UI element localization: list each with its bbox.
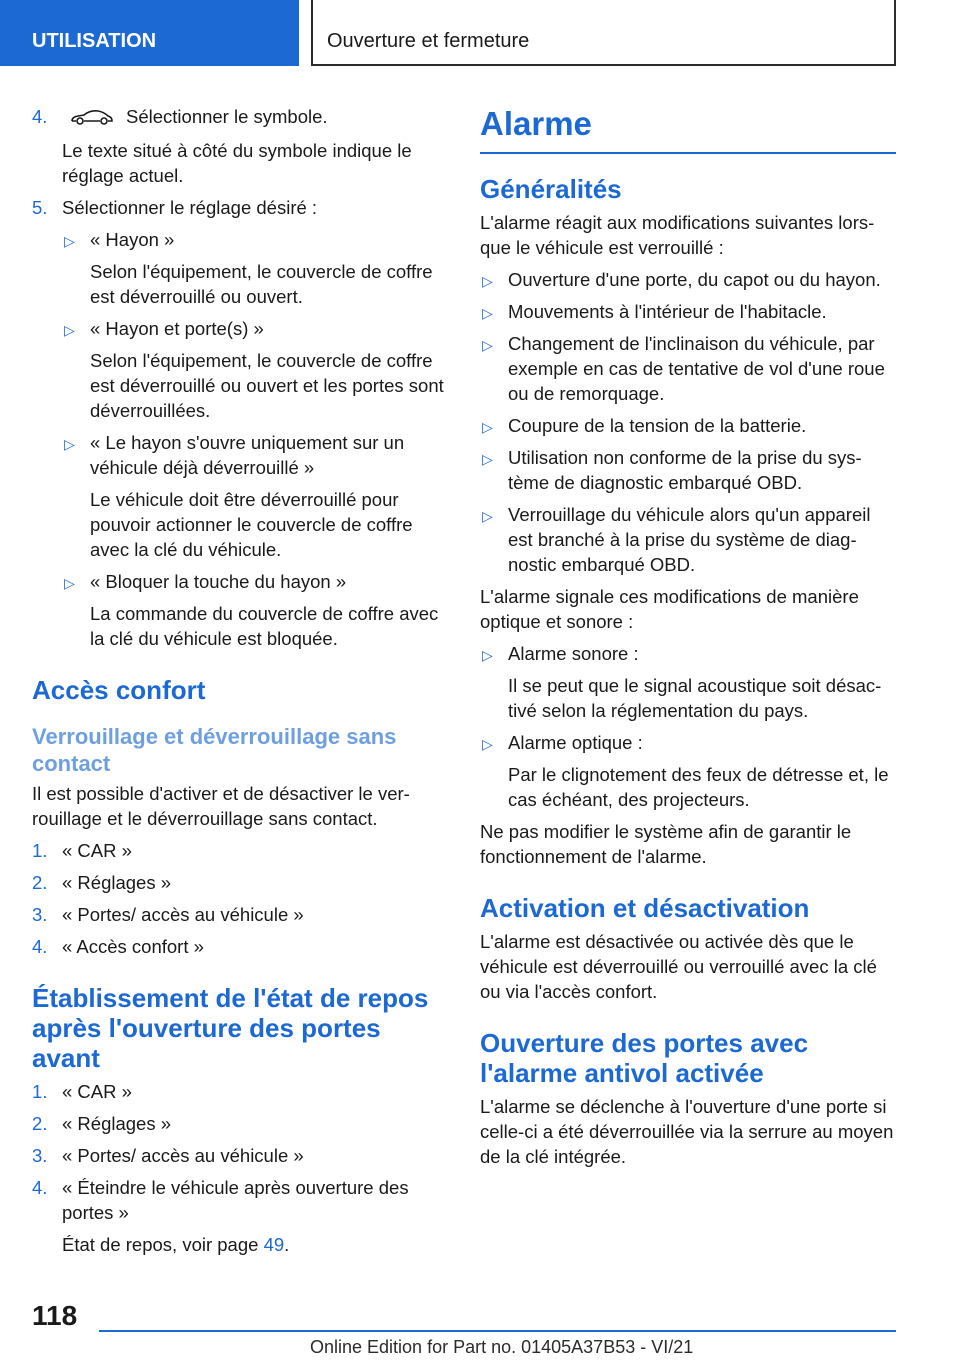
page-link[interactable]: 49 — [263, 1233, 285, 1255]
header-title: Ouverture et fermeture — [311, 0, 896, 66]
list-item: 2. « Réglages » — [32, 871, 172, 893]
triangle-bullet-icon: ▷ — [482, 647, 493, 663]
subsection-heading: Verrouillage et déverrouillage sans contact — [32, 723, 397, 776]
section-heading: Établissement de l'état de repos après l'ouverture des portes avant — [32, 982, 429, 1073]
option-desc: Selon l'équipement, le couvercle de coffre est déverrouillé ou ouvert et les portes sont déverrouillées. — [90, 349, 444, 421]
left-column — [32, 104, 448, 1264]
triangle-bullet-icon: ▷ — [482, 305, 493, 321]
triangle-bullet-icon: ▷ — [64, 435, 75, 452]
paragraph: Ne pas modifier le système afin de garantir le fonctionnement de l'alarme. — [480, 821, 852, 867]
list-item: ▷ Coupure de la tension de la batterie. — [480, 413, 896, 438]
list-item: ▷ Alarme sonore : — [480, 641, 896, 666]
paragraph: L'alarme est désactivée ou activée dès que le véhicule est déverrouillé ou verrouillé avec la clé ou via l'accès confort. — [480, 931, 877, 1002]
list-item: 3. « Portes/ accès au véhicule » — [32, 1144, 304, 1166]
list-item: ▷ Changement de l'inclinaison du véhicule, par exemple en cas de tentative de vol d'une roue ou de remorquage. — [482, 333, 885, 404]
signal-desc: Il se peut que le signal acoustique soit désac-tivé selon la réglementation du pays. — [508, 675, 882, 721]
triangle-bullet-icon: ▷ — [482, 419, 493, 435]
signal-desc: Par le clignotement des feux de détresse et, le cas échéant, des projecteurs. — [508, 764, 889, 810]
list-item: ▷ Verrouillage du véhicule alors qu'un appareil est branché à la prise du système de diag-nostic embarqué OBD. — [482, 504, 871, 575]
footer-divider — [99, 1330, 896, 1332]
triangle-bullet-icon: ▷ — [482, 508, 493, 524]
right-column — [480, 104, 896, 1176]
paragraph: L'alarme signale ces modifications de manière optique et sonore : — [480, 586, 859, 632]
step-5 — [32, 195, 448, 220]
list-item: ▷ « Le hayon s'ouvre uniquement sur un véhicule déjà déverrouillé » — [64, 431, 405, 478]
section-heading: Généralités — [480, 174, 622, 204]
option-list — [32, 227, 448, 651]
car-icon — [70, 106, 114, 131]
triangle-bullet-icon: ▷ — [482, 736, 493, 752]
triangle-bullet-icon: ▷ — [64, 321, 75, 338]
list-item: 1. « CAR » — [32, 1080, 132, 1102]
step-4-note: Le texte situé à côté du symbole indique le réglage actuel. — [62, 139, 412, 186]
list-item: 4. « Accès confort » — [32, 935, 204, 957]
header-section-tab: UTILISATION — [0, 0, 299, 66]
paragraph: L'alarme se déclenche à l'ouverture d'une porte si celle-ci a été déverrouillée via la serrure au moyen de la clé intégrée. — [480, 1096, 894, 1167]
list-item: 4. « Éteindre le véhicule après ouverture des portes » — [32, 1176, 409, 1223]
section-heading: Activation et désactivation — [480, 893, 810, 923]
list-item: ▷ « Hayon » — [62, 227, 448, 252]
chapter-heading: Alarme — [480, 104, 896, 154]
step-4 — [32, 104, 448, 131]
section-heading: Ouverture des portes avec l'alarme antivol activée — [480, 1028, 809, 1088]
list-item: ▷ Alarme optique : — [480, 730, 896, 755]
list-item: ▷ Utilisation non conforme de la prise du sys-tème de diagnostic embarqué OBD. — [482, 447, 862, 493]
step-text: Sélectionner le réglage désiré : — [62, 196, 318, 218]
list-item: 3. « Portes/ accès au véhicule » — [32, 903, 304, 925]
list-item: ▷ Mouvements à l'intérieur de l'habitacle. — [480, 299, 896, 324]
paragraph: Il est possible d'activer et de désactiver le ver-rouillage et le déverrouillage sans contact. — [32, 782, 410, 829]
triangle-bullet-icon: ▷ — [64, 574, 75, 591]
edition-text: Online Edition for Part no. 01405A37B53 - VI/21 — [310, 1337, 694, 1357]
list-item: 1. « CAR » — [32, 839, 132, 861]
triangle-bullet-icon: ▷ — [482, 337, 493, 353]
page-number: 118 — [32, 1300, 78, 1331]
page-reference: État de repos, voir page 49. — [62, 1233, 290, 1255]
triangle-bullet-icon: ▷ — [482, 451, 493, 467]
list-item: ▷ Ouverture d'une porte, du capot ou du hayon. — [480, 267, 896, 292]
triangle-bullet-icon: ▷ — [64, 232, 75, 249]
option-desc: Selon l'équipement, le couvercle de coffre est déverrouillé ou ouvert. — [90, 260, 433, 307]
step-text: Sélectionner le symbole. — [126, 106, 328, 127]
list-item: ▷ « Hayon et porte(s) » — [62, 316, 448, 341]
step-number: 4. — [32, 106, 48, 127]
paragraph: L'alarme réagit aux modifications suivantes lors-que le véhicule est verrouillé : — [480, 212, 875, 258]
option-desc: Le véhicule doit être déverrouillé pour pouvoir actionner le couvercle de coffre avec la clé du véhicule. — [90, 488, 413, 560]
triangle-bullet-icon: ▷ — [482, 273, 493, 289]
section-heading: Accès confort — [32, 674, 206, 705]
step-number: 5. — [32, 196, 48, 218]
list-item: 2. « Réglages » — [32, 1112, 172, 1134]
list-item: ▷ « Bloquer la touche du hayon » — [62, 569, 448, 594]
option-desc: La commande du couvercle de coffre avec la clé du véhicule est bloquée. — [90, 602, 439, 649]
